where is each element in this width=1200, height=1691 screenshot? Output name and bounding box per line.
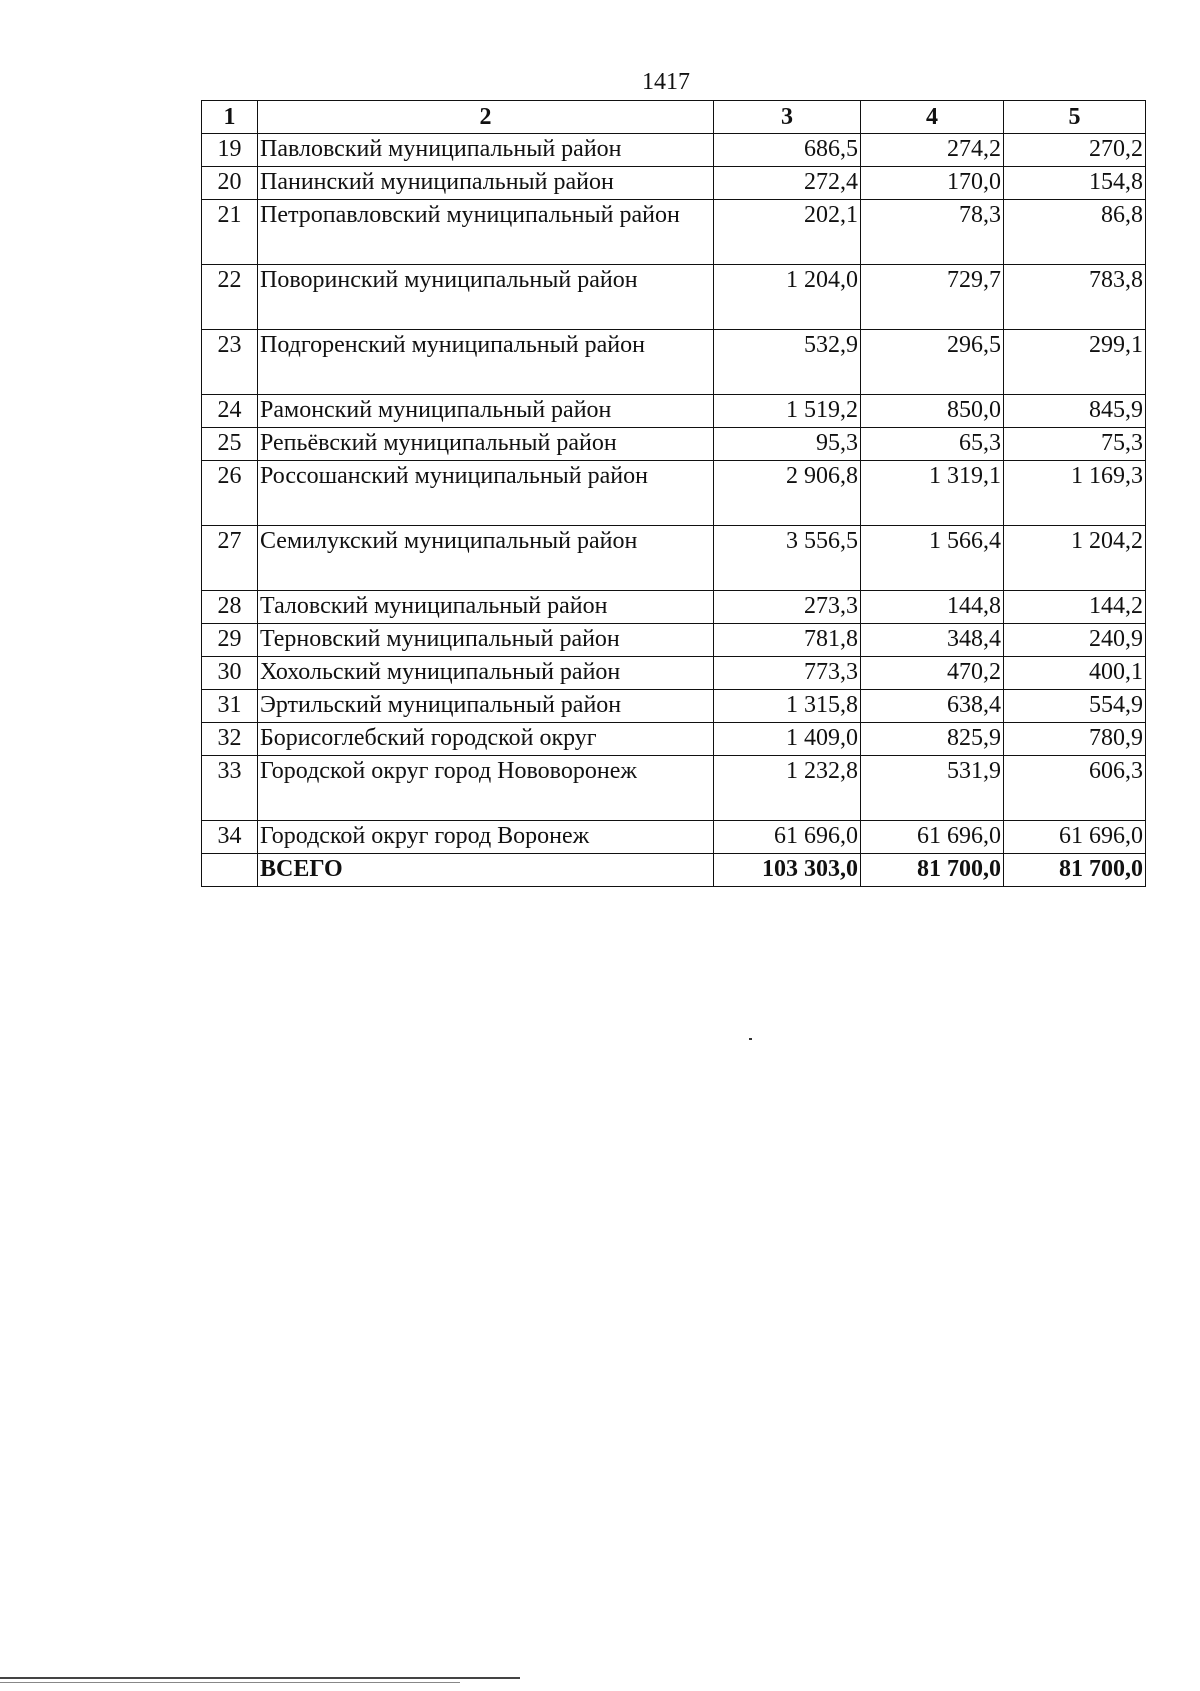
table-row — [202, 134, 1146, 167]
row-number: 25 — [202, 428, 258, 461]
table-row — [202, 723, 1146, 756]
row-number: 24 — [202, 395, 258, 428]
table-row — [202, 624, 1146, 657]
value-col-4: 170,0 — [861, 167, 1004, 200]
table-row — [202, 821, 1146, 854]
value-col-4: 850,0 — [861, 395, 1004, 428]
table-row — [202, 657, 1146, 690]
header-col-1: 1 — [202, 101, 258, 134]
value-col-3: 3 556,5 — [714, 526, 861, 591]
value-col-4: 638,4 — [861, 690, 1004, 723]
municipality-name: Таловский муниципальный район — [258, 591, 714, 624]
value-col-3: 781,8 — [714, 624, 861, 657]
row-number: 22 — [202, 265, 258, 330]
municipality-name: Панинский муниципальный район — [258, 167, 714, 200]
municipality-name: Подгоренский муниципальный район — [258, 330, 714, 395]
row-number: 27 — [202, 526, 258, 591]
municipality-name: Городской округ город Нововоронеж — [258, 756, 714, 821]
scan-speck — [749, 1038, 752, 1040]
value-col-3: 1 519,2 — [714, 395, 861, 428]
total-row-number — [202, 854, 258, 887]
table-row — [202, 395, 1146, 428]
municipality-name: Петропавловский муниципальный район — [258, 200, 714, 265]
value-col-4: 61 696,0 — [861, 821, 1004, 854]
row-number: 30 — [202, 657, 258, 690]
row-number: 26 — [202, 461, 258, 526]
table-row — [202, 690, 1146, 723]
municipality-name: Эртильский муниципальный район — [258, 690, 714, 723]
scan-edge-line — [0, 1677, 520, 1679]
row-number: 23 — [202, 330, 258, 395]
allocation-table-wrapper — [201, 100, 1146, 887]
value-col-5: 270,2 — [1004, 134, 1146, 167]
value-col-3: 773,3 — [714, 657, 861, 690]
row-number: 29 — [202, 624, 258, 657]
row-number: 31 — [202, 690, 258, 723]
value-col-5: 86,8 — [1004, 200, 1146, 265]
value-col-5: 783,8 — [1004, 265, 1146, 330]
municipality-name: Павловский муниципальный район — [258, 134, 714, 167]
table-row — [202, 526, 1146, 591]
row-number: 20 — [202, 167, 258, 200]
table-row — [202, 200, 1146, 265]
value-col-4: 65,3 — [861, 428, 1004, 461]
value-col-5: 780,9 — [1004, 723, 1146, 756]
row-number: 19 — [202, 134, 258, 167]
table-row — [202, 591, 1146, 624]
value-col-4: 1 566,4 — [861, 526, 1004, 591]
value-col-4: 296,5 — [861, 330, 1004, 395]
municipality-name: Репьёвский муниципальный район — [258, 428, 714, 461]
value-col-4: 348,4 — [861, 624, 1004, 657]
table-total-row — [202, 854, 1146, 887]
page-number: 1417 — [642, 69, 690, 95]
value-col-5: 554,9 — [1004, 690, 1146, 723]
header-col-4: 4 — [861, 101, 1004, 134]
scan-edge-line-faint — [0, 1682, 460, 1683]
total-label: ВСЕГО — [258, 854, 714, 887]
row-number: 32 — [202, 723, 258, 756]
municipality-name: Рамонский муниципальный район — [258, 395, 714, 428]
header-col-2: 2 — [258, 101, 714, 134]
header-col-3: 3 — [714, 101, 861, 134]
municipality-name: Терновский муниципальный район — [258, 624, 714, 657]
value-col-5: 75,3 — [1004, 428, 1146, 461]
value-col-3: 202,1 — [714, 200, 861, 265]
row-number: 28 — [202, 591, 258, 624]
value-col-3: 95,3 — [714, 428, 861, 461]
value-col-3: 532,9 — [714, 330, 861, 395]
value-col-3: 1 315,8 — [714, 690, 861, 723]
total-col-3: 103 303,0 — [714, 854, 861, 887]
value-col-5: 240,9 — [1004, 624, 1146, 657]
municipality-name: Хохольский муниципальный район — [258, 657, 714, 690]
row-number: 21 — [202, 200, 258, 265]
value-col-4: 274,2 — [861, 134, 1004, 167]
municipality-name: Россошанский муниципальный район — [258, 461, 714, 526]
table-row — [202, 428, 1146, 461]
table-row — [202, 756, 1146, 821]
value-col-3: 272,4 — [714, 167, 861, 200]
value-col-5: 1 204,2 — [1004, 526, 1146, 591]
value-col-5: 400,1 — [1004, 657, 1146, 690]
table-header-row — [202, 101, 1146, 134]
value-col-3: 61 696,0 — [714, 821, 861, 854]
value-col-3: 273,3 — [714, 591, 861, 624]
value-col-3: 1 232,8 — [714, 756, 861, 821]
municipality-name: Городской округ город Воронеж — [258, 821, 714, 854]
value-col-5: 154,8 — [1004, 167, 1146, 200]
value-col-4: 531,9 — [861, 756, 1004, 821]
table-row — [202, 330, 1146, 395]
value-col-5: 606,3 — [1004, 756, 1146, 821]
value-col-5: 61 696,0 — [1004, 821, 1146, 854]
table-row — [202, 461, 1146, 526]
total-col-5: 81 700,0 — [1004, 854, 1146, 887]
value-col-3: 2 906,8 — [714, 461, 861, 526]
row-number: 33 — [202, 756, 258, 821]
value-col-3: 1 204,0 — [714, 265, 861, 330]
municipality-name: Поворинский муниципальный район — [258, 265, 714, 330]
municipality-name: Семилукский муниципальный район — [258, 526, 714, 591]
value-col-4: 78,3 — [861, 200, 1004, 265]
value-col-3: 1 409,0 — [714, 723, 861, 756]
value-col-4: 470,2 — [861, 657, 1004, 690]
municipality-name: Борисоглебский городской округ — [258, 723, 714, 756]
value-col-5: 1 169,3 — [1004, 461, 1146, 526]
value-col-5: 144,2 — [1004, 591, 1146, 624]
value-col-5: 299,1 — [1004, 330, 1146, 395]
allocation-table — [201, 100, 1146, 887]
value-col-3: 686,5 — [714, 134, 861, 167]
value-col-4: 729,7 — [861, 265, 1004, 330]
total-col-4: 81 700,0 — [861, 854, 1004, 887]
row-number: 34 — [202, 821, 258, 854]
table-row — [202, 265, 1146, 330]
value-col-4: 1 319,1 — [861, 461, 1004, 526]
value-col-4: 144,8 — [861, 591, 1004, 624]
value-col-5: 845,9 — [1004, 395, 1146, 428]
table-row — [202, 167, 1146, 200]
header-col-5: 5 — [1004, 101, 1146, 134]
value-col-4: 825,9 — [861, 723, 1004, 756]
